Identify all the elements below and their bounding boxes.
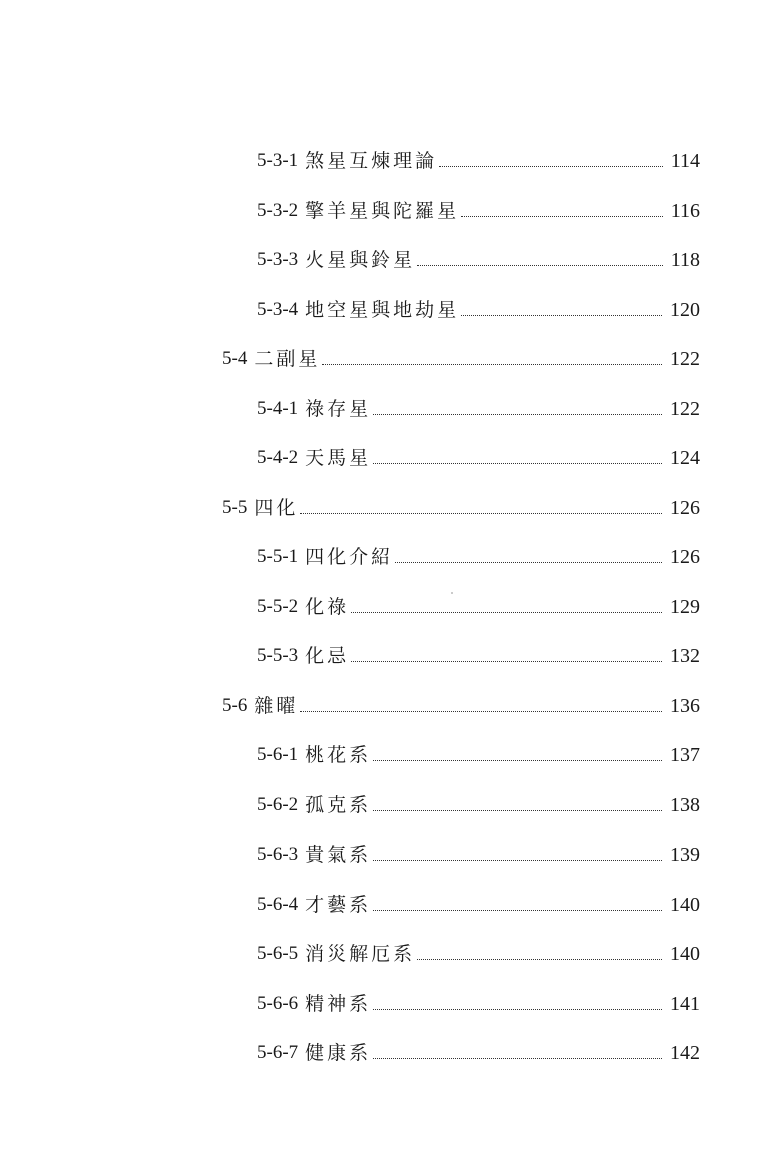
toc-entry-5-6-6 [257,985,700,1015]
toc-entry-title: 消災解厄系 [305,943,416,965]
toc-entry-title: 精神系 [305,993,372,1015]
toc-entry-title: 才藝系 [305,894,372,916]
toc-entry-5-5-1 [257,538,700,568]
toc-entry-page: 122 [670,398,700,420]
toc-entry-5-3-4 [257,291,700,321]
dot-leader [373,909,662,911]
toc-entry-title: 化忌 [305,645,350,667]
toc-entry-5-4-1 [257,390,700,420]
dot-leader [373,1008,662,1010]
dot-leader [351,611,662,613]
toc-entry-number: 5-6 [222,695,248,716]
toc-entry-title: 化祿 [305,596,350,618]
toc-entry-page: 122 [670,348,700,370]
toc-entry-page: 136 [670,695,700,717]
toc-entry-number: 5-5 [222,497,248,518]
toc-entry-page: 140 [670,894,700,916]
toc-entry-page: 126 [670,497,700,519]
toc-entry-page: 142 [670,1042,700,1064]
toc-entry-5-4 [222,340,700,370]
toc-entry-page: 126 [670,546,700,568]
toc-entry-title: 地空星與地劫星 [305,299,460,321]
toc-entry-5-6 [222,687,700,717]
dot-leader [322,363,662,365]
dot-leader [300,512,662,514]
toc-entry-page: 116 [670,200,700,222]
toc-entry-number: 5-6-6 [257,993,299,1014]
toc-entry-5-3-3 [257,241,700,271]
toc-entry-number: 5-6-2 [257,794,299,815]
toc-entry-number: 5-6-3 [257,844,299,865]
toc-entry-5-5-3 [257,637,700,667]
toc-entry-number: 5-3-1 [257,150,299,171]
dot-leader [417,958,662,960]
dot-leader [395,561,662,563]
toc-entry-number: 5-3-2 [257,200,299,221]
toc-entry-title: 煞星互煉理論 [305,150,438,172]
dot-leader [373,809,662,811]
toc-entry-number: 5-5-2 [257,596,299,617]
toc-entry-page: 120 [670,299,700,321]
toc-entry-number: 5-6-4 [257,894,299,915]
toc-entry-page: 137 [670,744,700,766]
toc-entry-number: 5-4-2 [257,447,299,468]
toc-entry-number: 5-5-1 [257,546,299,567]
dot-leader [417,264,663,266]
toc-entry-5-6-5 [257,935,700,965]
dot-leader [373,759,662,761]
toc-entry-number: 5-4 [222,348,248,369]
toc-entry-number: 5-3-4 [257,299,299,320]
toc-entry-page: 138 [670,794,700,816]
toc-entry-title: 孤克系 [305,794,372,816]
toc-entry-5-6-2 [257,786,700,816]
toc-entry-title: 擎羊星與陀羅星 [305,200,460,222]
toc-entry-page: 140 [670,943,700,965]
toc-entry-5-6-1 [257,736,700,766]
toc-entry-title: 二副星 [254,348,321,370]
toc-entry-page: 124 [670,447,700,469]
toc-entry-title: 健康系 [305,1042,372,1064]
scan-speck [451,592,453,594]
toc-entry-5-3-2 [257,192,700,222]
toc-entry-page: 141 [670,993,700,1015]
dot-leader [439,165,663,167]
toc-entry-number: 5-4-1 [257,398,299,419]
dot-leader [351,660,662,662]
dot-leader [373,462,662,464]
toc-entry-page: 129 [670,596,700,618]
toc-entry-page: 139 [670,844,700,866]
dot-leader [373,413,662,415]
dot-leader [461,314,662,316]
dot-leader [373,859,662,861]
dot-leader [461,215,663,217]
toc-entry-5-6-7 [257,1034,700,1064]
toc-entry-5-6-3 [257,836,700,866]
dot-leader [373,1057,662,1059]
toc-entry-title: 雜曜 [254,695,299,717]
toc-entry-title: 祿存星 [305,398,372,420]
toc-entry-number: 5-3-3 [257,249,299,270]
toc-entry-title: 四化 [254,497,299,519]
toc-entry-page: 114 [670,150,700,172]
toc-entry-5-6-4 [257,886,700,916]
toc-entry-5-5-2 [257,588,700,618]
toc-entry-title: 天馬星 [305,447,372,469]
toc-entry-5-5 [222,489,700,519]
toc-entry-page: 132 [670,645,700,667]
toc-entry-title: 貴氣系 [305,844,372,866]
toc-entry-number: 5-6-5 [257,943,299,964]
toc-entry-number: 5-5-3 [257,645,299,666]
toc-entry-5-4-2 [257,439,700,469]
dot-leader [300,710,662,712]
toc-entry-title: 桃花系 [305,744,372,766]
toc-entry-page: 118 [670,249,700,271]
toc-entry-number: 5-6-7 [257,1042,299,1063]
toc-entry-5-3-1 [257,142,700,172]
toc-entry-title: 四化介紹 [305,546,394,568]
toc-entry-number: 5-6-1 [257,744,299,765]
toc-entry-title: 火星與鈴星 [305,249,416,271]
